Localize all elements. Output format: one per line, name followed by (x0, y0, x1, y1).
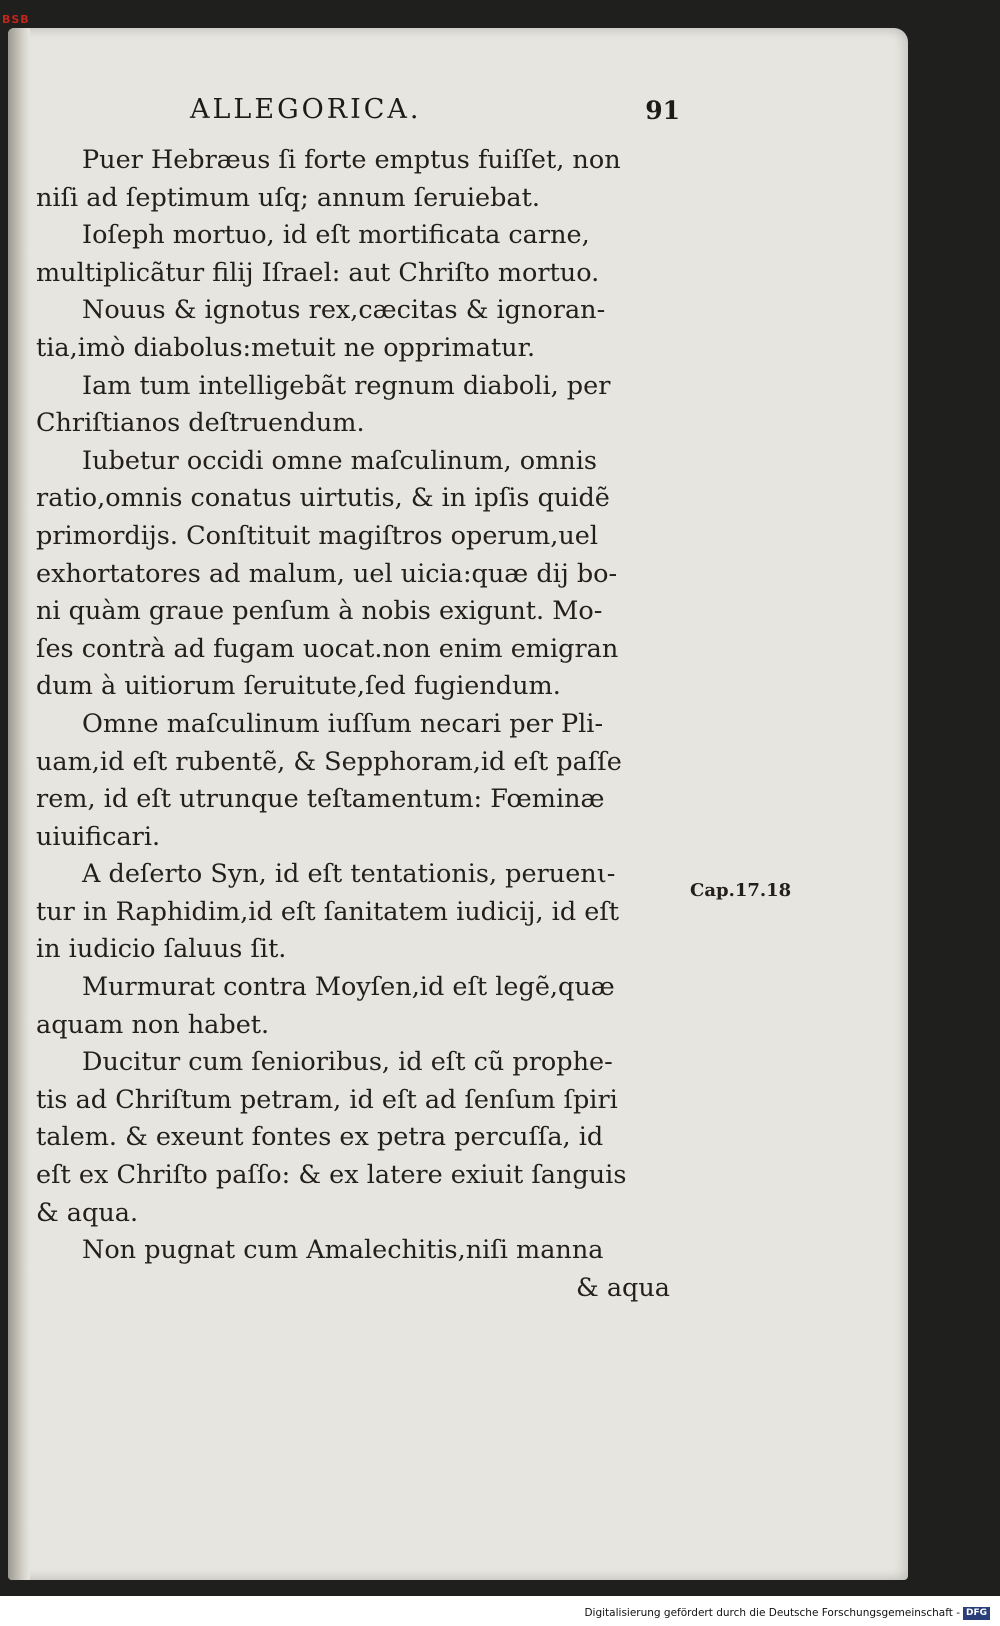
digitization-credit (584, 1606, 990, 1620)
body-text (36, 142, 672, 1307)
library-logo: BSB (2, 13, 30, 26)
text-line: tis ad Chriſtum petram, id eſt ad ſenſum ſpiri (36, 1084, 618, 1115)
text-line: ratio,omnis conatus uirtutis, & in ipſis quidẽ (36, 483, 610, 514)
text-line: Nouus & ignotus rex,cæcitas & ignoran- (82, 295, 606, 326)
text-line: Puer Hebræus ſi forte emptus fuiſſet, non (82, 145, 621, 175)
text-line: primordijs. Conſtituit magiſtros operum,uel (36, 520, 598, 551)
text-line: exhortatores ad malum, uel uicia:quæ dij bo- (36, 558, 618, 589)
text-line: Ioſeph mortuo, id eſt mortificata carne, (82, 220, 590, 251)
text-line: uam,id eſt rubentẽ, & Sepphoram,id eſt paſſe (36, 746, 622, 777)
text-line: Chriſtianos deſtruendum. (36, 408, 365, 439)
text-line: ni quàm graue penſum à nobis exigunt. Mo- (36, 596, 603, 627)
catchword: & aqua (576, 1272, 670, 1303)
text-line: & aqua. (36, 1197, 139, 1228)
text-line: rem, id eſt utrunque teſtamentum: Fœminæ (36, 784, 605, 815)
text-line: Non pugnat cum Amalechitis,niſi manna (82, 1235, 604, 1266)
text-line: Ducitur cum ſenioribus, id eſt cũ prophe- (82, 1047, 613, 1078)
text-line: aquam non habet. (36, 1009, 270, 1040)
text-line: tur in Raphidim,id eſt ſanitatem iudicij, id eſt (36, 896, 620, 927)
dfg-logo-icon: DFG (963, 1607, 990, 1620)
text-line: in iudicio ſaluus ſit. (36, 934, 287, 965)
text-line: dum à uitiorum ſeruitute,ſed fugiendum. (36, 671, 561, 702)
text-line: Iubetur occidi omne maſculinum, omnis (82, 445, 597, 476)
text-line: tia,imò diabolus:metuit ne opprimatur. (36, 332, 536, 363)
text-line: multiplicãtur filij Iſrael: aut Chriſto mortuo. (36, 257, 600, 288)
text-line: A deſerto Syn, id eſt tentationis, peruenι- (82, 859, 616, 890)
text-line: eſt ex Chriſto paſſo: & ex latere exiuit ſanguis (36, 1160, 627, 1191)
text-line: Murmurat contra Moyſen,id eſt legẽ,quæ (82, 972, 615, 1003)
text-line: talem. & exeunt fontes ex petra percuſſa, id (36, 1122, 604, 1153)
text-line: niſi ad ſeptimum uſq; annum ſeruiebat. (36, 182, 540, 213)
text-line: uiuificari. (36, 821, 161, 852)
page-number: 91 (645, 96, 680, 125)
marginal-note: Cap.17.18 (690, 880, 792, 901)
running-title: ALLEGORICA. (190, 94, 422, 125)
text-line: Iam tum intelligebãt regnum diaboli, per (82, 370, 611, 401)
text-line: Omne maſculinum iuſſum necari per Pli- (82, 708, 604, 739)
page-gutter (8, 28, 30, 1580)
page-header (190, 94, 680, 134)
credit-text: Digitalisierung gefördert durch die Deutsche Forschungsgemeinschaft - (584, 1607, 960, 1619)
text-line: ſes contrà ad fugam uocat.non enim emigran (36, 633, 619, 664)
